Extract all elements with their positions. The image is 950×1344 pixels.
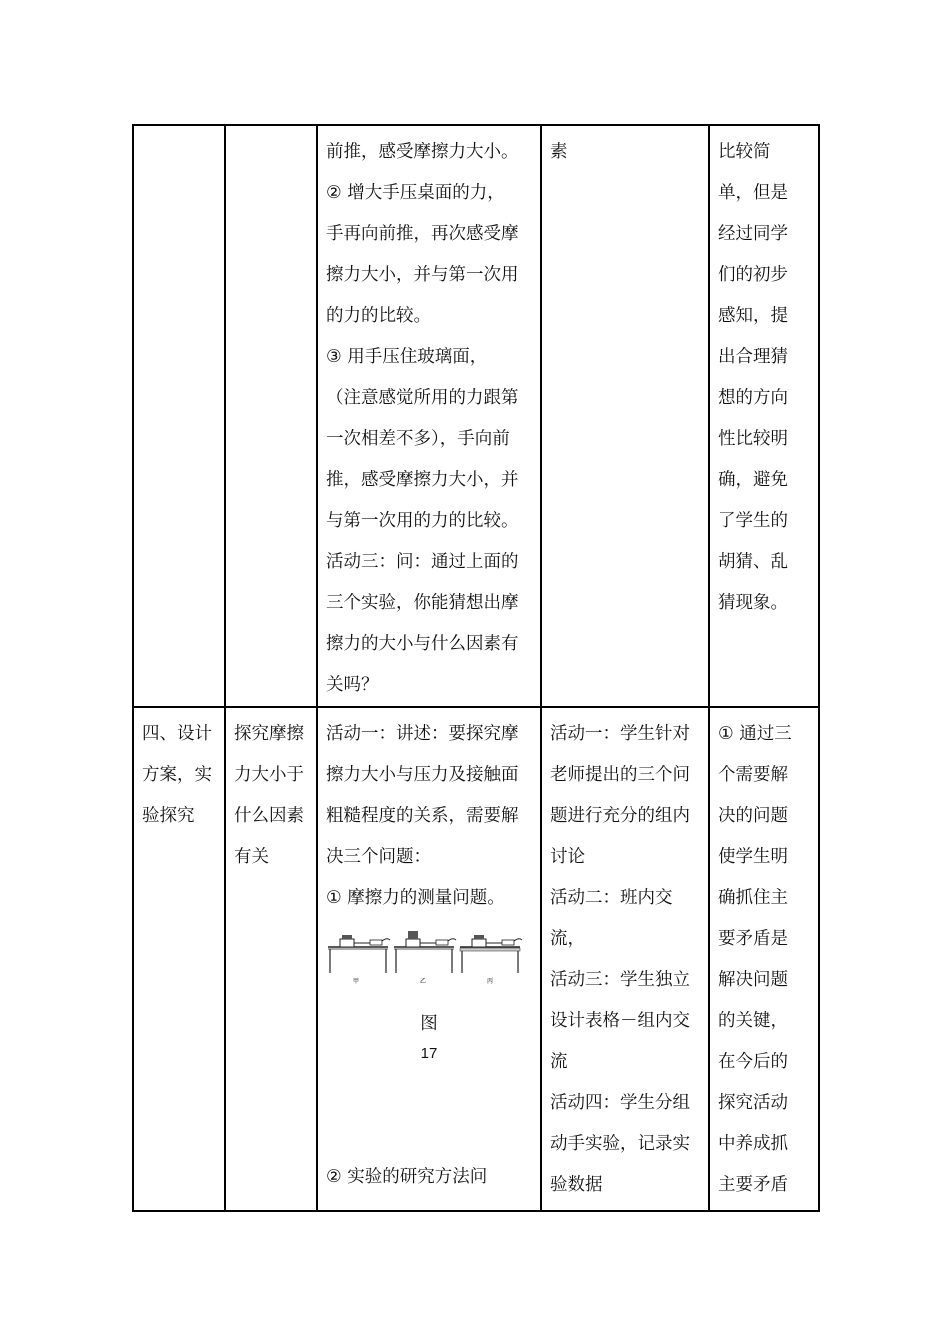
text-line: 手再向前推，再次感受摩 [326, 224, 519, 244]
text-line: 流 [550, 1052, 568, 1072]
teacher-activity-text [326, 1157, 532, 1198]
cell-student-activity [541, 707, 709, 1211]
text-line: 验探究 [142, 806, 195, 826]
text-line: ② 增大手压桌面的力， [326, 183, 505, 203]
text-line: 题进行充分的组内 [550, 806, 690, 826]
text-line: 与第一次用的力的比较。 [326, 511, 519, 531]
table-row [133, 125, 819, 707]
cell-design-intent [709, 125, 819, 707]
lesson-plan-table [132, 124, 820, 1212]
text-line: 感知，提 [718, 306, 788, 326]
text-line: 出合理猜 [718, 347, 788, 367]
text-line: 擦力大小与压力及接触面 [326, 765, 519, 785]
text-line: 的力的比较。 [326, 306, 431, 326]
text-line: 擦力大小，并与第一次用 [326, 265, 519, 285]
text-line: 确抓住主 [718, 888, 788, 908]
cell-stage [133, 707, 225, 1211]
text-line: 主要矛盾 [718, 1175, 788, 1195]
text-line: 的关键， [718, 1011, 788, 1031]
text-line: 力大小于 [234, 765, 304, 785]
cell-topic [225, 125, 317, 707]
text-line: 活动三：问：通过上面的 [326, 552, 519, 572]
text-line: 性比较明 [718, 429, 788, 449]
text-line: 解决问题 [718, 970, 788, 990]
text-line: 动手实验，记录实 [550, 1134, 690, 1154]
text-line: 方案，实 [142, 765, 212, 785]
text-line: 经过同学 [718, 224, 788, 244]
panel-label: 甲 [352, 978, 360, 985]
text-line: 活动二：班内交 [550, 888, 673, 908]
text-line: 素 [550, 142, 568, 162]
text-line: ① 通过三 [718, 724, 792, 744]
friction-experiment-figure [326, 925, 526, 987]
text-line: （注意感觉所用的力跟第 [326, 388, 519, 408]
experiment-panel-3 [460, 935, 522, 973]
text-line: ③ 用手压住玻璃面， [326, 347, 488, 367]
text-line: 比较简 [718, 142, 771, 162]
text-line: 擦力的大小与什么因素有 [326, 634, 519, 654]
cell-stage [133, 125, 225, 707]
text-line: 决的问题 [718, 806, 788, 826]
text-line: 活动四：学生分组 [550, 1093, 690, 1113]
cell-teacher-activity [317, 125, 541, 707]
text-line: 四、设计 [142, 724, 212, 744]
text-line: ① 摩擦力的测量问题。 [326, 888, 505, 908]
table-row [133, 707, 819, 1211]
text-line: 在今后的 [718, 1052, 788, 1072]
text-line: 前推，感受摩擦力大小。 [326, 142, 519, 162]
text-line: 讨论 [550, 847, 585, 867]
panel-label: 丙 [486, 978, 494, 985]
panel-label: 乙 [419, 978, 427, 985]
text-line: 活动三：学生独立 [550, 970, 690, 990]
text-line: 流， [550, 929, 585, 949]
text-line: 探究活动 [718, 1093, 788, 1113]
text-line: 设计表格－组内交 [550, 1011, 690, 1031]
text-line: 老师提出的三个问 [550, 765, 690, 785]
experiment-panel-2 [394, 931, 456, 973]
cell-topic [225, 707, 317, 1211]
text-line: 关吗？ [326, 675, 379, 695]
text-line: 中养成抓 [718, 1134, 788, 1154]
text-line: 推，感受摩擦力大小，并 [326, 470, 519, 490]
text-line: 使学生明 [718, 847, 788, 867]
text-line: 胡猜、乱 [718, 552, 788, 572]
text-line: 了学生的 [718, 511, 788, 531]
figure-caption [326, 1009, 532, 1069]
text-line: 活动一：讲述：要探究摩 [326, 724, 519, 744]
text-line: 有关 [234, 847, 269, 867]
text-line: 们的初步 [718, 265, 788, 285]
text-line: 想的方向 [718, 388, 788, 408]
text-line: 决三个问题： [326, 847, 431, 867]
cell-design-intent [709, 707, 819, 1211]
cell-teacher-activity [317, 707, 541, 1211]
figure-caption-label: 图 [420, 1014, 438, 1034]
text-line: 活动一：学生针对 [550, 724, 690, 744]
teacher-activity-text [326, 714, 532, 919]
text-line: 猜现象。 [718, 593, 788, 613]
cell-student-activity [541, 125, 709, 707]
text-line: 三个实验，你能猜想出摩 [326, 593, 519, 613]
text-line: 要矛盾是 [718, 929, 788, 949]
experiment-panel-1 [328, 935, 390, 973]
text-line: 粗糙程度的关系，需要解 [326, 806, 519, 826]
text-line: 什么因素 [234, 806, 304, 826]
figure-caption-number: 17 [420, 1045, 438, 1062]
text-line: ② 实验的研究方法问 [326, 1167, 488, 1187]
text-line: 验数据 [550, 1175, 603, 1195]
text-line: 确，避免 [718, 470, 788, 490]
text-line: 单，但是 [718, 183, 788, 203]
text-line: 个需要解 [718, 765, 788, 785]
text-line: 探究摩擦 [234, 724, 304, 744]
text-line: 一次相差不多），手向前 [326, 429, 510, 449]
